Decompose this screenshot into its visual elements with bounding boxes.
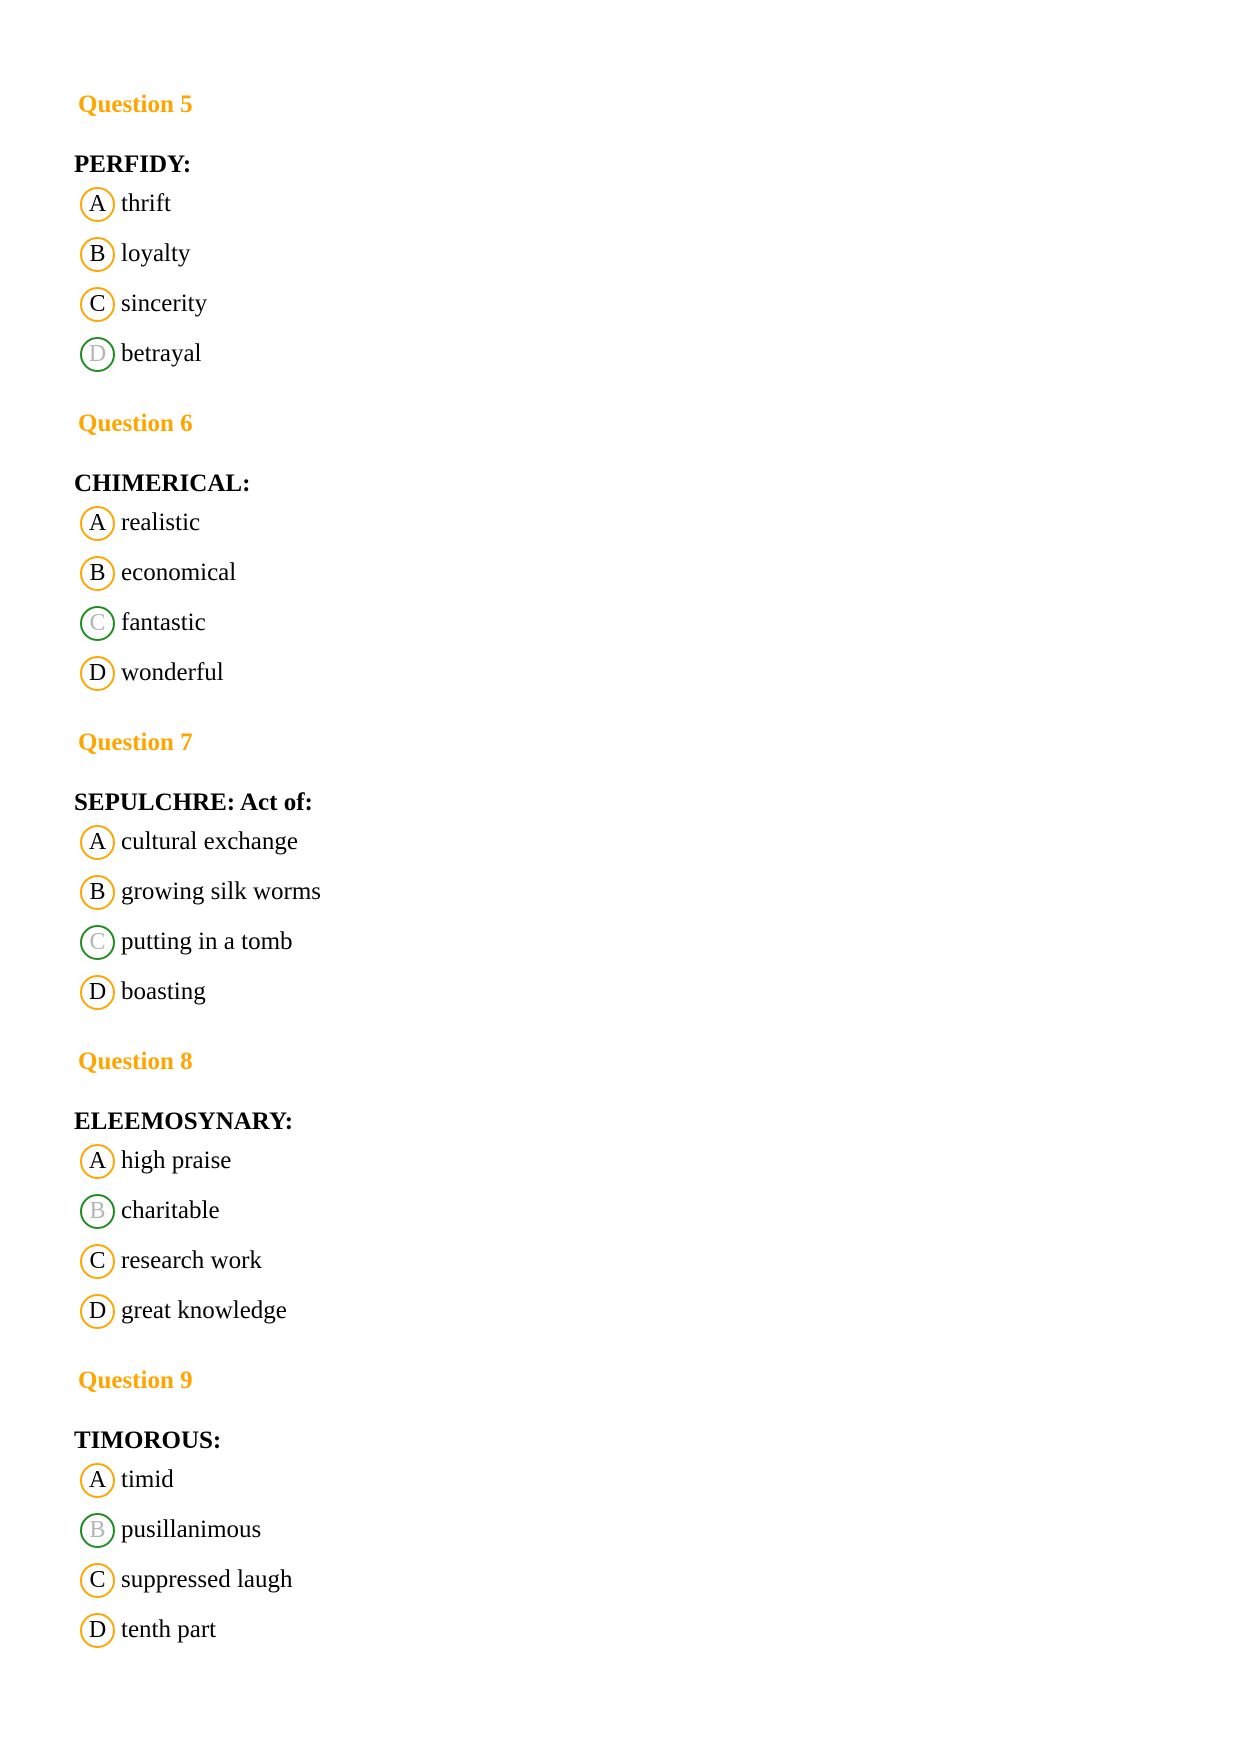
option-letter-circle[interactable]: B	[80, 875, 115, 910]
option-text: thrift	[121, 190, 171, 217]
answer-option-d[interactable]	[80, 974, 206, 1010]
option-text: boasting	[121, 978, 206, 1005]
question-prompt: PERFIDY:	[74, 151, 192, 178]
answer-option-d[interactable]	[80, 1293, 287, 1329]
answer-option-b[interactable]	[80, 555, 236, 591]
option-letter-circle[interactable]: A	[80, 1463, 115, 1498]
option-letter-circle[interactable]: D	[80, 1294, 115, 1329]
answer-option-b[interactable]	[80, 236, 190, 272]
answer-option-c[interactable]	[80, 1243, 262, 1279]
question-heading: Question 5	[78, 91, 193, 118]
option-text: realistic	[121, 509, 201, 536]
option-text: cultural exchange	[121, 828, 298, 855]
option-text: putting in a tomb	[121, 928, 293, 955]
answer-option-b[interactable]	[80, 874, 321, 910]
answer-option-a[interactable]	[80, 824, 298, 860]
option-letter-circle[interactable]: A	[80, 1144, 115, 1179]
option-text: wonderful	[121, 659, 224, 686]
option-letter-circle[interactable]: B	[80, 237, 115, 272]
option-letter-circle-correct[interactable]: B	[80, 1194, 115, 1229]
option-text: fantastic	[121, 609, 206, 636]
answer-option-a[interactable]	[80, 186, 171, 222]
question-prompt: CHIMERICAL:	[74, 470, 251, 497]
option-text: betrayal	[121, 340, 202, 367]
answer-option-c[interactable]	[80, 1562, 293, 1598]
option-text: suppressed laugh	[121, 1566, 293, 1593]
option-letter-circle[interactable]: C	[80, 1563, 115, 1598]
option-text: great knowledge	[121, 1297, 287, 1324]
option-letter-circle[interactable]: A	[80, 506, 115, 541]
answer-option-d[interactable]	[80, 1612, 216, 1648]
option-letter-circle[interactable]: C	[80, 287, 115, 322]
option-text: sincerity	[121, 290, 208, 317]
option-text: loyalty	[121, 240, 191, 267]
answer-option-b[interactable]	[80, 1193, 220, 1229]
option-letter-circle-correct[interactable]: C	[80, 606, 115, 641]
question-prompt: ELEEMOSYNARY:	[74, 1108, 294, 1135]
question-heading: Question 9	[78, 1367, 193, 1394]
answer-option-b[interactable]	[80, 1512, 261, 1548]
question-prompt: SEPULCHRE: Act of:	[74, 789, 313, 816]
option-text: high praise	[121, 1147, 232, 1174]
answer-option-a[interactable]	[80, 1462, 174, 1498]
option-text: tenth part	[121, 1616, 217, 1643]
answer-option-c[interactable]	[80, 924, 293, 960]
option-text: charitable	[121, 1197, 220, 1224]
answer-option-a[interactable]	[80, 1143, 231, 1179]
answer-option-c[interactable]	[80, 286, 207, 322]
option-text: research work	[121, 1247, 262, 1274]
option-text: growing silk worms	[121, 878, 321, 905]
option-letter-circle[interactable]: C	[80, 1244, 115, 1279]
option-letter-circle[interactable]: D	[80, 1613, 115, 1648]
answer-option-c[interactable]	[80, 605, 206, 641]
option-letter-circle[interactable]: D	[80, 656, 115, 691]
question-heading: Question 8	[78, 1048, 193, 1075]
option-text: timid	[121, 1466, 174, 1493]
answer-option-a[interactable]	[80, 505, 200, 541]
question-heading: Question 6	[78, 410, 193, 437]
question-heading: Question 7	[78, 729, 193, 756]
option-letter-circle[interactable]: D	[80, 975, 115, 1010]
option-letter-circle-correct[interactable]: C	[80, 925, 115, 960]
option-text: economical	[121, 559, 237, 586]
option-letter-circle-correct[interactable]: B	[80, 1513, 115, 1548]
option-letter-circle[interactable]: B	[80, 556, 115, 591]
option-letter-circle-correct[interactable]: D	[80, 337, 115, 372]
answer-option-d[interactable]	[80, 336, 202, 372]
option-text: pusillanimous	[121, 1516, 262, 1543]
option-letter-circle[interactable]: A	[80, 187, 115, 222]
answer-option-d[interactable]	[80, 655, 224, 691]
question-prompt: TIMOROUS:	[74, 1427, 222, 1454]
option-letter-circle[interactable]: A	[80, 825, 115, 860]
